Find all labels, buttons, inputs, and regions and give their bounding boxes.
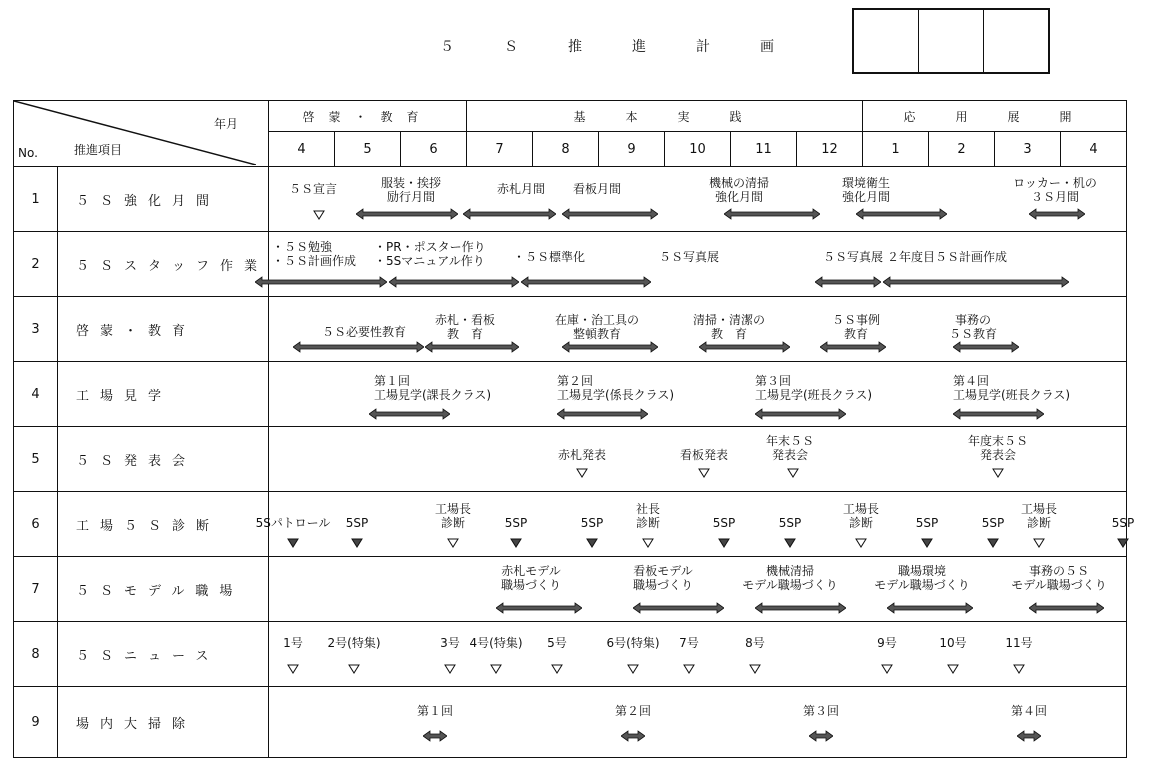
- event-label: 5SP: [712, 516, 736, 530]
- row-item-name: ５Ｓ強化月間: [58, 167, 269, 232]
- period-arrow: [562, 208, 658, 220]
- period-arrow: [389, 276, 519, 288]
- period-arrow: [1029, 208, 1085, 220]
- period-arrow: [293, 341, 424, 353]
- event-label: 8号: [745, 636, 765, 650]
- triangle-marker: [447, 538, 459, 548]
- event-label: 第１回 工場見学(課長クラス): [374, 374, 492, 402]
- triangle-marker: [855, 538, 867, 548]
- month-9: 1: [863, 132, 929, 167]
- event-label: ５Ｓ事例 教育: [831, 313, 881, 341]
- event-label: 赤札・看板 教 育: [434, 313, 496, 341]
- event-label: ５Ｓ写真展: [658, 250, 720, 264]
- event-label: 5SP: [504, 516, 528, 530]
- filled-triangle-marker: [921, 538, 933, 548]
- event-label: 1号: [283, 636, 303, 650]
- period-arrow: [621, 730, 645, 742]
- triangle-marker: [787, 468, 799, 478]
- triangle-marker: [287, 664, 299, 674]
- month-2: 6: [401, 132, 467, 167]
- period-arrow: [953, 408, 1044, 420]
- event-label: 事務の５Ｓ モデル職場づくり: [1011, 564, 1107, 592]
- triangle-marker: [1033, 538, 1045, 548]
- period-arrow: [369, 408, 450, 420]
- row-timeline: [269, 622, 1127, 687]
- period-arrow: [496, 602, 582, 614]
- event-label: ・５Ｓ勉強 ・５Ｓ計画作成: [272, 240, 357, 268]
- triangle-marker: [444, 664, 456, 674]
- row-number: 4: [14, 362, 58, 427]
- event-label: ２年度目５Ｓ計画作成: [886, 250, 1008, 264]
- event-label: 年度末５Ｓ 発表会: [967, 434, 1029, 462]
- event-label: 5SP: [1111, 516, 1135, 530]
- stamp-box[interactable]: [919, 10, 984, 72]
- event-label: 工場長 診断: [842, 502, 880, 530]
- period-arrow: [356, 208, 458, 220]
- header-corner: [14, 101, 269, 167]
- event-label: 環境衛生 強化月間: [841, 176, 891, 204]
- phase-basic-practice: 基 本 実 践: [467, 101, 863, 132]
- row-item-name: ５Ｓ発表会: [58, 427, 269, 492]
- month-1: 5: [335, 132, 401, 167]
- header-year-month: 年月: [214, 117, 239, 131]
- event-label: 第４回 工場見学(班長クラス): [953, 374, 1071, 402]
- event-label: 工場長 診断: [434, 502, 472, 530]
- triangle-marker: [683, 664, 695, 674]
- header-item: 推進項目: [74, 143, 123, 157]
- triangle-marker: [881, 664, 893, 674]
- triangle-marker: [490, 664, 502, 674]
- triangle-marker: [576, 468, 588, 478]
- event-label: 第３回: [802, 704, 840, 718]
- corner-diagonal: [14, 101, 256, 165]
- period-arrow: [423, 730, 447, 742]
- event-label: ５Ｓ必要性教育: [321, 325, 407, 339]
- month-3: 7: [467, 132, 533, 167]
- event-label: 年末５Ｓ 発表会: [765, 434, 815, 462]
- row-number: 5: [14, 427, 58, 492]
- event-label: 第２回: [614, 704, 652, 718]
- event-label: 2号(特集): [327, 636, 381, 650]
- month-0: 4: [269, 132, 335, 167]
- row-item-name: ５Ｓモデル職場: [58, 557, 269, 622]
- row-item-name: ５Ｓスタッフ作業: [58, 232, 269, 297]
- event-label: 社長 診断: [635, 502, 661, 530]
- event-label: 第１回: [416, 704, 454, 718]
- row-number: 2: [14, 232, 58, 297]
- event-label: 5SP: [778, 516, 802, 530]
- row-item-name: 工場５Ｓ診断: [58, 492, 269, 557]
- event-label: ５Ｓ宣言: [288, 182, 338, 196]
- header-no: No.: [18, 146, 38, 160]
- event-label: 5Sパトロール: [255, 516, 331, 530]
- event-label: 4号(特集): [469, 636, 523, 650]
- filled-triangle-marker: [718, 538, 730, 548]
- period-arrow: [815, 276, 881, 288]
- phase-enlightenment: 啓蒙・教育: [269, 101, 467, 132]
- event-label: 赤札モデル 職場づくり: [500, 564, 562, 592]
- period-arrow: [1029, 602, 1104, 614]
- triangle-marker: [698, 468, 710, 478]
- period-arrow: [887, 602, 973, 614]
- period-arrow: [425, 341, 519, 353]
- period-arrow: [953, 341, 1019, 353]
- period-arrow: [255, 276, 387, 288]
- triangle-marker: [749, 664, 761, 674]
- event-label: 3号: [440, 636, 460, 650]
- event-label: 第２回 工場見学(係長クラス): [557, 374, 675, 402]
- row-number: 6: [14, 492, 58, 557]
- event-label: ５Ｓ写真展: [822, 250, 884, 264]
- event-label: 看板発表: [679, 448, 729, 462]
- approval-stamp-boxes: [852, 8, 1050, 74]
- filled-triangle-marker: [1117, 538, 1129, 548]
- event-label: 5SP: [981, 516, 1005, 530]
- period-arrow: [1017, 730, 1041, 742]
- row-number: 1: [14, 167, 58, 232]
- month-11: 3: [995, 132, 1061, 167]
- event-label: 赤札月間: [496, 182, 546, 196]
- triangle-marker: [627, 664, 639, 674]
- filled-triangle-marker: [510, 538, 522, 548]
- event-label: 機械の清掃 強化月間: [708, 176, 770, 204]
- month-4: 8: [533, 132, 599, 167]
- event-label: 清掃・清潔の 教 育: [692, 313, 766, 341]
- event-label: 11号: [1005, 636, 1033, 650]
- event-label: 第４回: [1010, 704, 1048, 718]
- event-label: 第３回 工場見学(班長クラス): [755, 374, 873, 402]
- event-label: 事務の ５Ｓ教育: [948, 313, 998, 341]
- period-arrow: [809, 730, 833, 742]
- event-label: 赤札発表: [557, 448, 607, 462]
- event-label: ・５Ｓ標準化: [513, 250, 586, 264]
- page-title: ５ Ｓ 推 進 計 画: [440, 39, 792, 55]
- period-arrow: [755, 408, 846, 420]
- triangle-marker: [1013, 664, 1025, 674]
- period-arrow: [755, 602, 846, 614]
- month-8: 12: [797, 132, 863, 167]
- event-label: 機械清掃 モデル職場づくり: [742, 564, 838, 592]
- period-arrow: [521, 276, 651, 288]
- triangle-marker: [348, 664, 360, 674]
- filled-triangle-marker: [987, 538, 999, 548]
- period-arrow: [856, 208, 947, 220]
- phase-applied-development: 応 用 展 開: [863, 101, 1127, 132]
- stamp-box[interactable]: [854, 10, 919, 72]
- event-label: 在庫・治工具の 整頓教育: [554, 313, 640, 341]
- event-label: 5SP: [915, 516, 939, 530]
- row-item-name: 工場見学: [58, 362, 269, 427]
- month-7: 11: [731, 132, 797, 167]
- period-arrow: [820, 341, 886, 353]
- triangle-marker: [551, 664, 563, 674]
- event-label: 工場長 診断: [1020, 502, 1058, 530]
- row-timeline: [269, 687, 1127, 758]
- event-label: 5SP: [580, 516, 604, 530]
- period-arrow: [699, 341, 790, 353]
- period-arrow: [633, 602, 724, 614]
- month-6: 10: [665, 132, 731, 167]
- period-arrow: [463, 208, 556, 220]
- triangle-marker: [947, 664, 959, 674]
- filled-triangle-marker: [784, 538, 796, 548]
- event-label: 10号: [939, 636, 967, 650]
- row-item-name: ５Ｓニュース: [58, 622, 269, 687]
- month-12: 4: [1061, 132, 1127, 167]
- event-label: 服装・挨拶 励行月間: [380, 176, 442, 204]
- event-label: 9号: [877, 636, 897, 650]
- month-10: 2: [929, 132, 995, 167]
- triangle-marker: [313, 210, 325, 220]
- event-label: 5SP: [345, 516, 369, 530]
- row-item-name: 啓蒙・教育: [58, 297, 269, 362]
- event-label: 6号(特集): [606, 636, 660, 650]
- month-5: 9: [599, 132, 665, 167]
- row-number: 9: [14, 687, 58, 758]
- event-label: 7号: [679, 636, 699, 650]
- event-label: ロッカー・机の ３Ｓ月間: [1013, 176, 1097, 204]
- row-number: 7: [14, 557, 58, 622]
- event-label: 看板モデル 職場づくり: [632, 564, 694, 592]
- period-arrow: [562, 341, 658, 353]
- period-arrow: [557, 408, 648, 420]
- filled-triangle-marker: [287, 538, 299, 548]
- stamp-box[interactable]: [984, 10, 1048, 72]
- schedule-table: [13, 100, 1127, 758]
- row-number: 3: [14, 297, 58, 362]
- event-label: ・PR・ポスター作り ・5Sマニュアル作り: [374, 240, 486, 268]
- event-label: 看板月間: [572, 182, 622, 196]
- filled-triangle-marker: [351, 538, 363, 548]
- row-item-name: 場内大掃除: [58, 687, 269, 758]
- period-arrow: [883, 276, 1069, 288]
- event-label: 職場環境 モデル職場づくり: [874, 564, 970, 592]
- row-number: 8: [14, 622, 58, 687]
- period-arrow: [724, 208, 820, 220]
- filled-triangle-marker: [586, 538, 598, 548]
- event-label: 5号: [547, 636, 567, 650]
- triangle-marker: [642, 538, 654, 548]
- triangle-marker: [992, 468, 1004, 478]
